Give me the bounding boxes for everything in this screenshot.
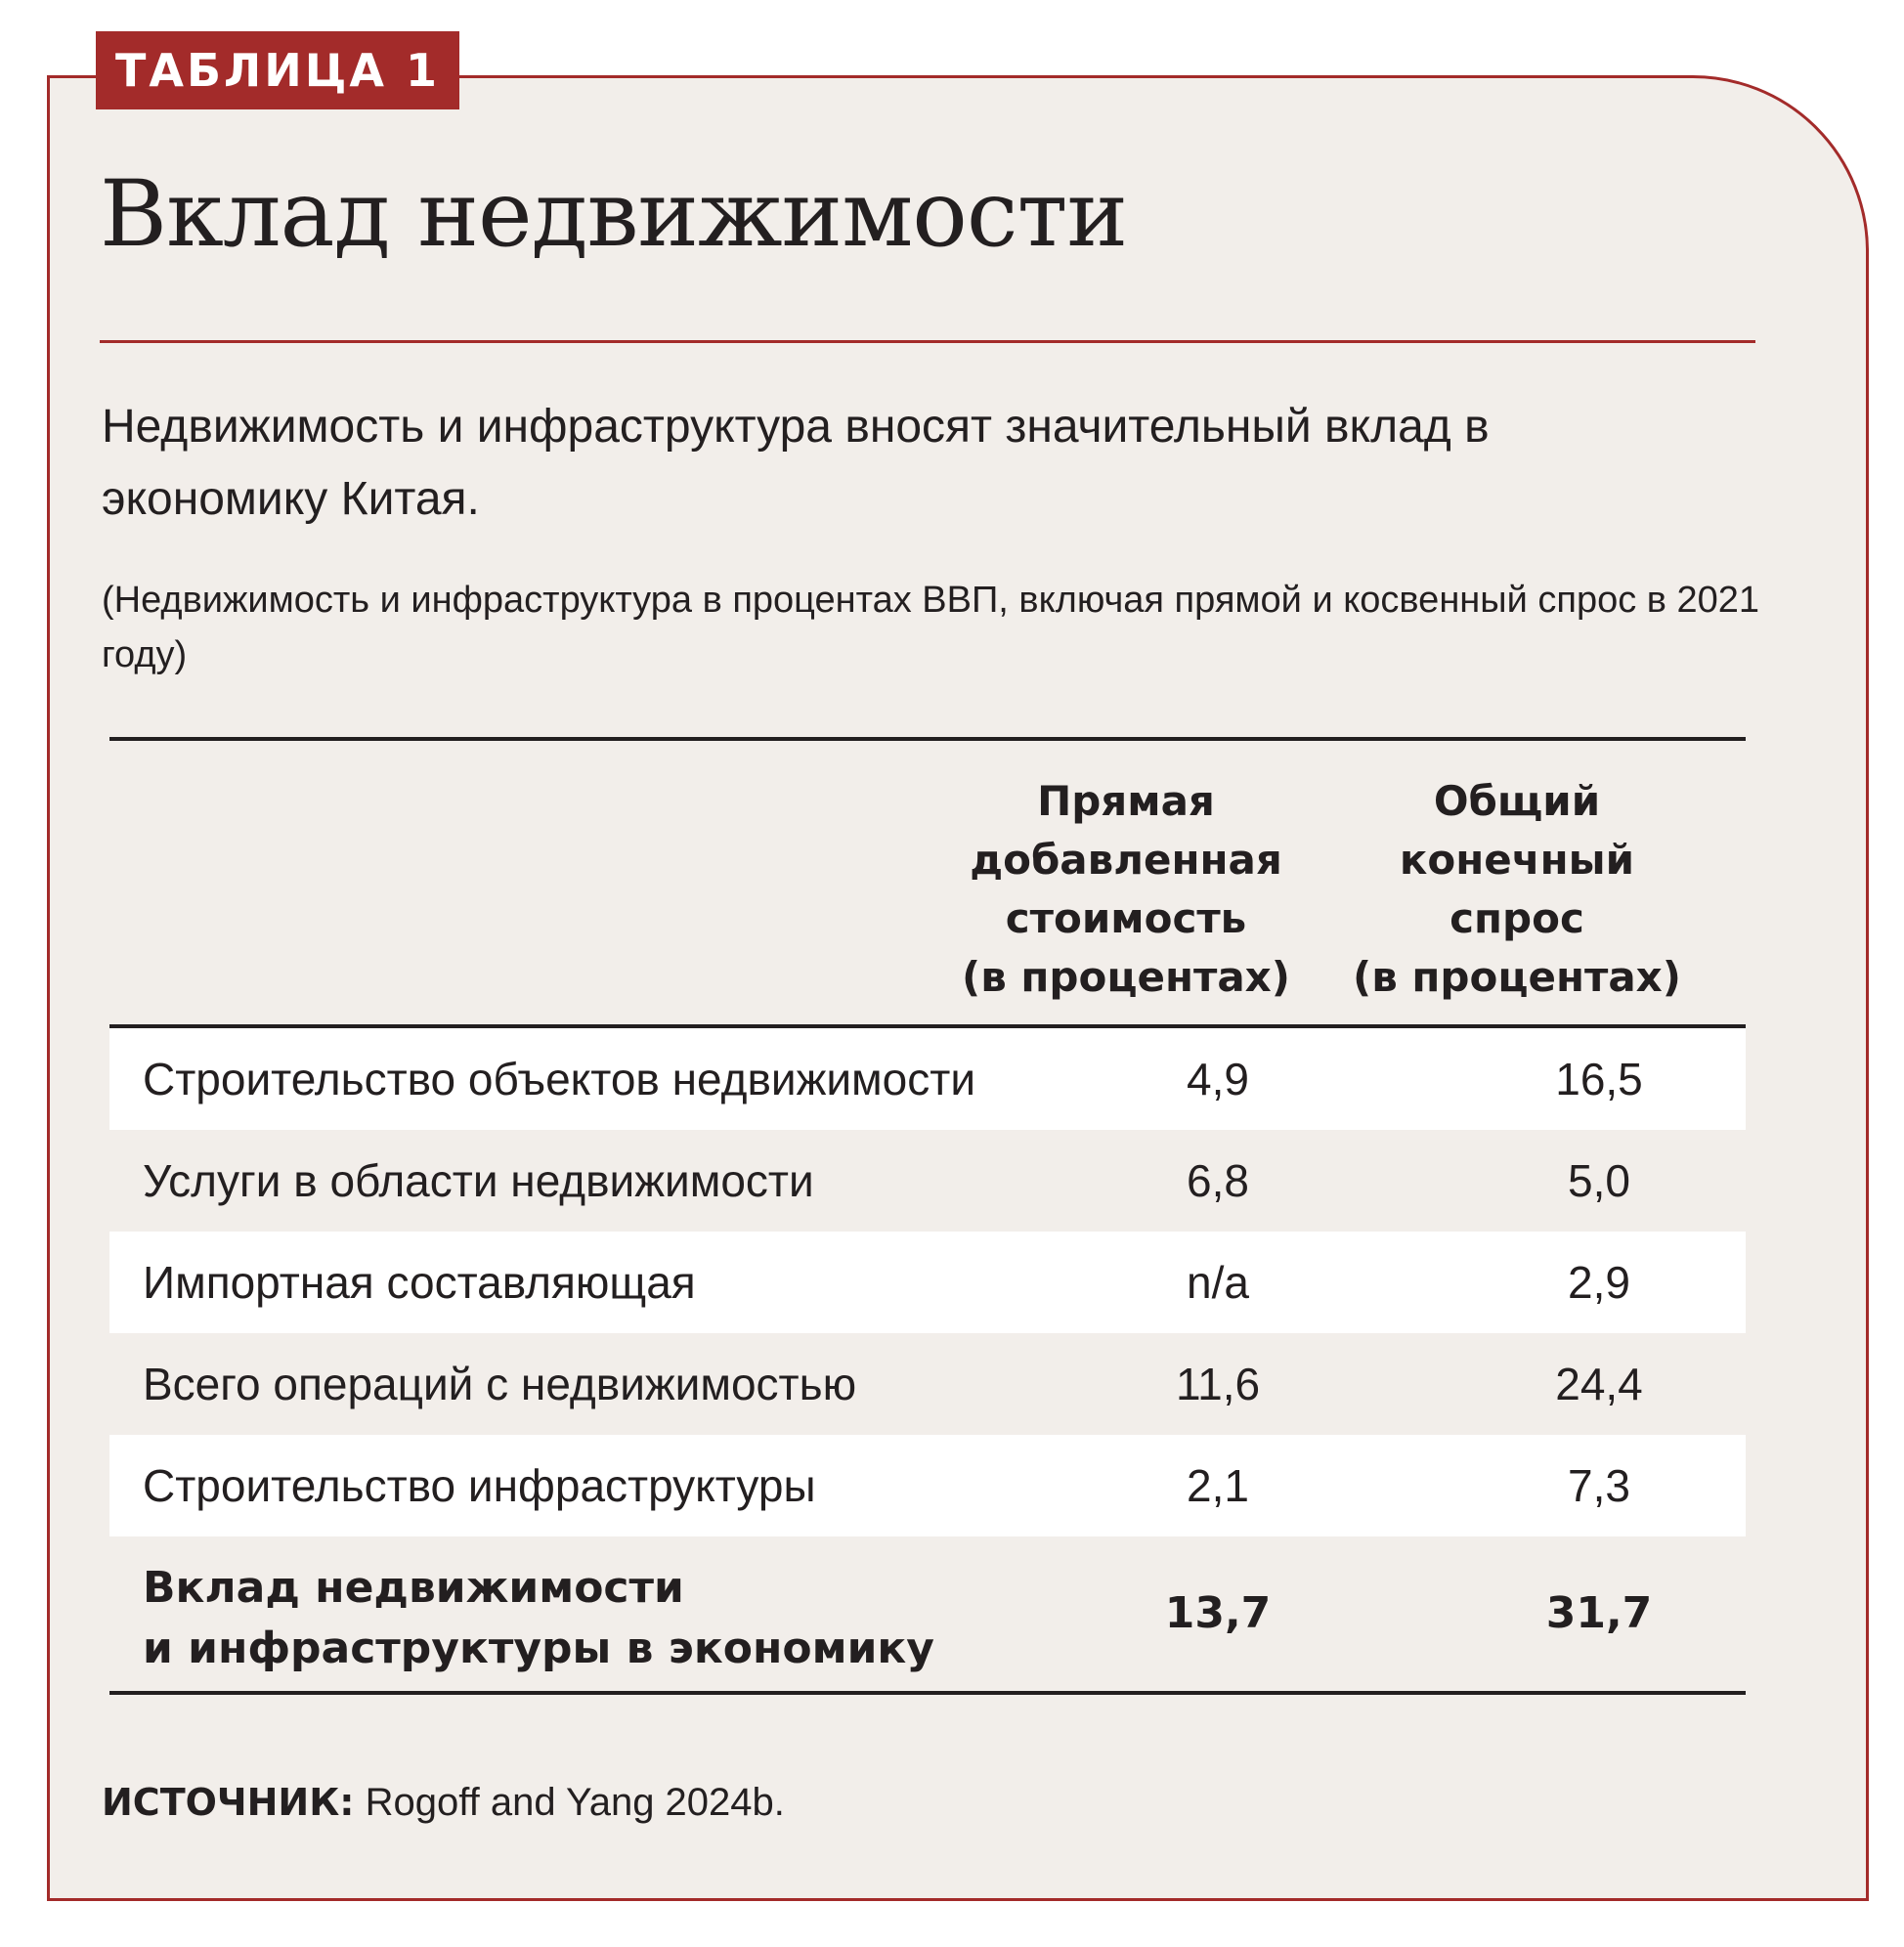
source-label: ИСТОЧНИК: bbox=[102, 1781, 355, 1824]
column-header-total: Общий конечный спрос (в процентах) bbox=[1353, 777, 1681, 1001]
subtitle: Недвижимость и инфраструктура вносят значительный вклад в экономику Китая. bbox=[102, 401, 1490, 525]
page-title: Вклад недвижимости bbox=[100, 161, 1128, 268]
column-header-direct: Прямая добавленная стоимость (в процентах) bbox=[962, 777, 1290, 1001]
table-row bbox=[109, 1435, 1746, 1536]
row-direct-value: 11,6 bbox=[1175, 1359, 1261, 1409]
total-row-label bbox=[143, 1558, 934, 1679]
row-label: Строительство объектов недвижимости bbox=[143, 1054, 976, 1104]
data-table bbox=[109, 737, 1746, 1695]
source-citation bbox=[102, 1781, 785, 1825]
total-direct-value: 13,7 bbox=[1164, 1588, 1272, 1638]
total-total-value: 31,7 bbox=[1545, 1588, 1653, 1638]
row-total-value: 7,3 bbox=[1568, 1460, 1630, 1511]
title-divider bbox=[100, 340, 1755, 343]
row-total-value: 2,9 bbox=[1568, 1257, 1630, 1308]
table-header bbox=[109, 741, 1746, 1024]
row-label: Всего операций с недвижимостью bbox=[143, 1359, 857, 1409]
total-label-line2: и инфраструктуры в экономику bbox=[143, 1623, 934, 1673]
row-total-value: 24,4 bbox=[1555, 1359, 1643, 1409]
source-text: Rogoff and Yang 2024b. bbox=[354, 1781, 785, 1824]
row-label: Строительство инфраструктуры bbox=[143, 1460, 816, 1511]
table-row bbox=[109, 1028, 1746, 1130]
row-direct-value: 4,9 bbox=[1187, 1054, 1249, 1104]
row-direct-value: 2,1 bbox=[1187, 1460, 1249, 1511]
table-bottom-rule bbox=[109, 1691, 1746, 1695]
row-total-value: 16,5 bbox=[1555, 1054, 1643, 1104]
table-number-tag: ТАБЛИЦА 1 bbox=[96, 31, 459, 109]
table-row bbox=[109, 1130, 1746, 1232]
row-label: Услуги в области недвижимости bbox=[143, 1155, 814, 1206]
row-direct-value: n/a bbox=[1187, 1257, 1249, 1308]
table-total-row bbox=[109, 1536, 1746, 1691]
total-label-line1: Вклад недвижимости bbox=[143, 1563, 684, 1613]
row-label: Импортная составляющая bbox=[143, 1257, 696, 1308]
row-direct-value: 6,8 bbox=[1187, 1155, 1249, 1206]
table-note: (Недвижимость и инфраструктура в процентах ВВП, включая прямой и косвенный спрос в 2021 году) bbox=[102, 580, 1760, 675]
row-total-value: 5,0 bbox=[1568, 1155, 1630, 1206]
table-row bbox=[109, 1333, 1746, 1435]
table-row bbox=[109, 1232, 1746, 1333]
